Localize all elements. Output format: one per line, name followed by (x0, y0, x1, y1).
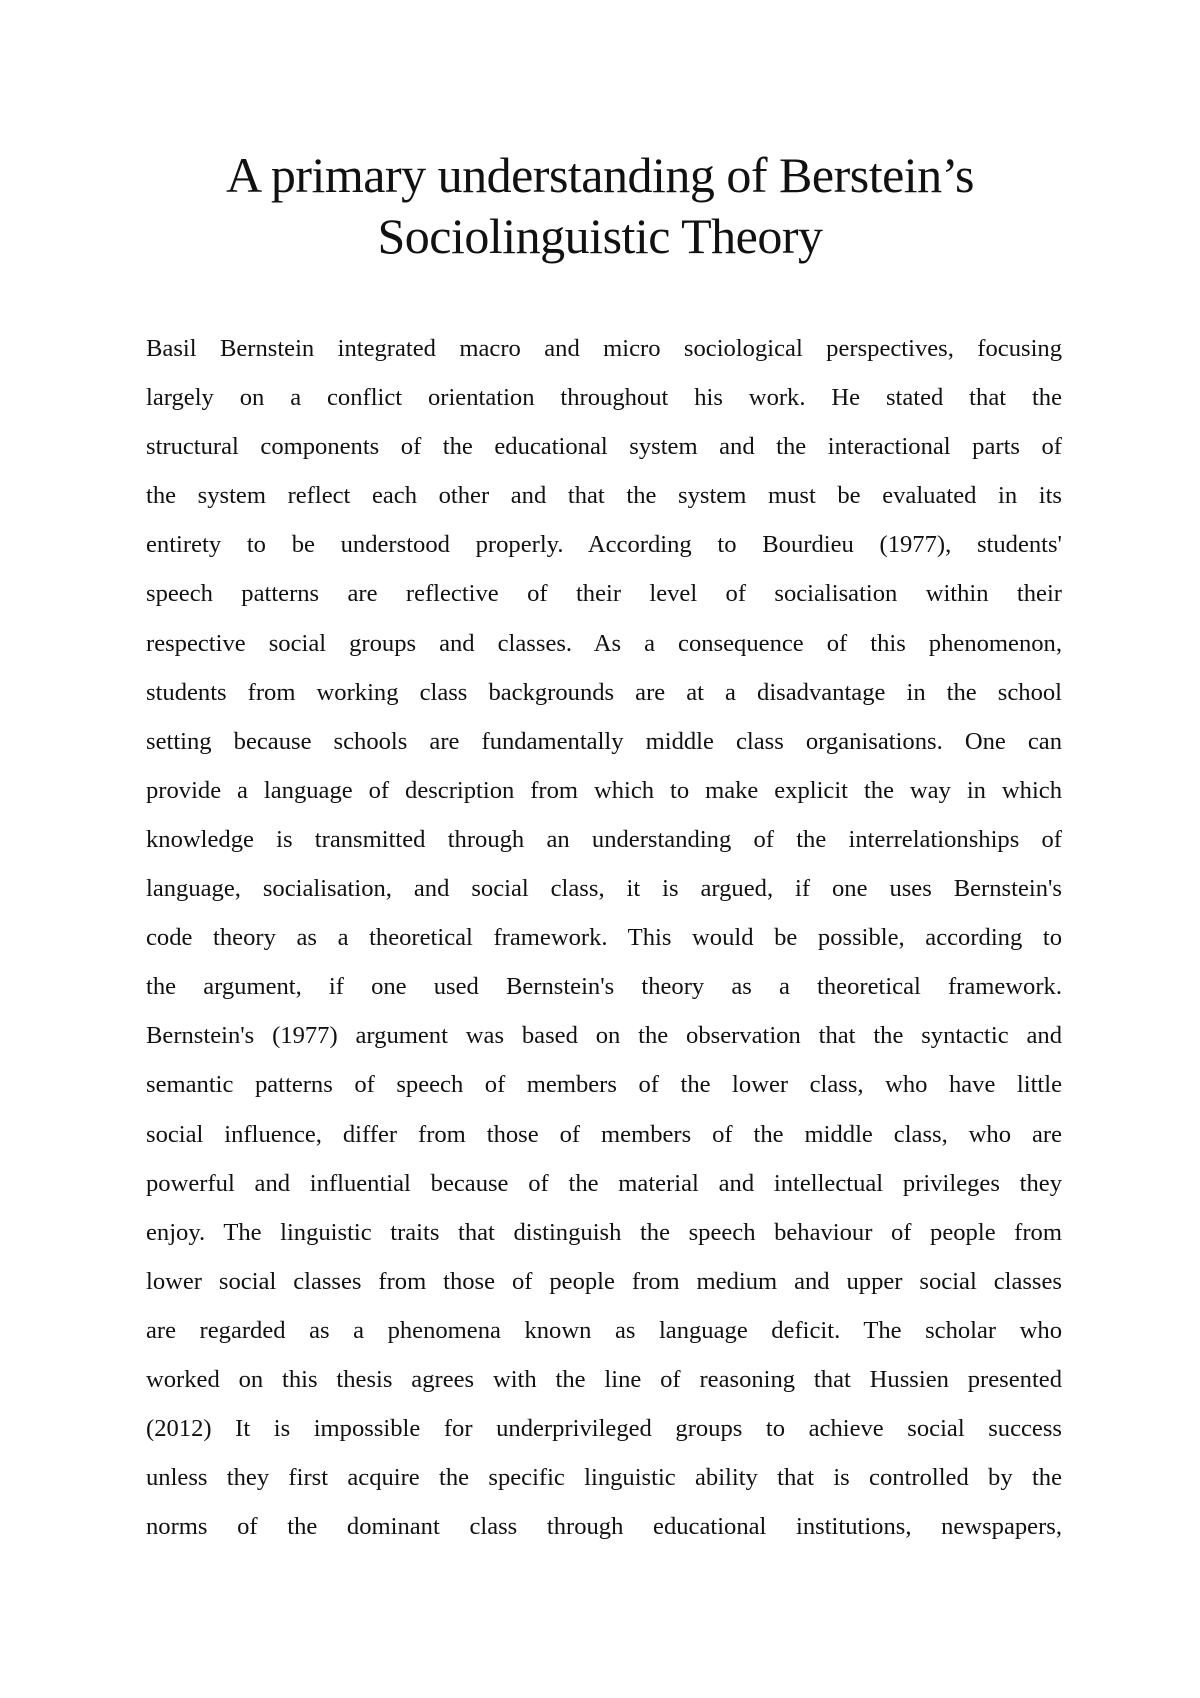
body-line: Basil Bernstein integrated macro and micro sociological perspectives, focusing (146, 335, 1062, 362)
body-line: knowledge is transmitted through an understanding of the interrelationships of (146, 825, 1062, 853)
body-line: the argument, if one used Bernstein's theory as a theoretical framework. (146, 973, 1062, 1001)
body-line: structural components of the educational system and the interactional parts of (146, 433, 1062, 461)
body-line: setting because schools are fundamentally middle class organisations. One can (146, 727, 1062, 755)
body-line: respective social groups and classes. As a consequence of this phenomenon, (146, 629, 1062, 657)
body-line: largely on a conflict orientation throughout his work. He stated that the (146, 384, 1062, 412)
body-line: unless they first acquire the specific linguistic ability that is controlled by the (146, 1464, 1062, 1492)
body-line: powerful and influential because of the material and intellectual privileges they (146, 1169, 1062, 1197)
body-line: entirety to be understood properly. According to Bourdieu (1977), students' (146, 531, 1062, 559)
title-line: A primary understanding of Berstein’s (225, 147, 975, 203)
body-line: norms of the dominant class through educational institutions, newspapers, (146, 1513, 1062, 1541)
title-line: Sociolinguistic Theory (377, 208, 823, 264)
body-line: enjoy. The linguistic traits that distinguish the speech behaviour of people from (146, 1218, 1062, 1246)
body-line: speech patterns are reflective of their level of socialisation within their (146, 580, 1062, 608)
document-title (100, 145, 1100, 267)
body-line: provide a language of description from which to make explicit the way in which (146, 776, 1062, 804)
body-line: lower social classes from those of people from medium and upper social classes (146, 1267, 1062, 1295)
body-line: students from working class backgrounds are at a disadvantage in the school (146, 678, 1062, 706)
body-line: the system reflect each other and that the system must be evaluated in its (146, 482, 1062, 510)
body-paragraph (146, 324, 1062, 1551)
body-line: social influence, differ from those of members of the middle class, who are (146, 1120, 1062, 1148)
body-line: are regarded as a phenomena known as language deficit. The scholar who (146, 1316, 1062, 1344)
body-line: worked on this thesis agrees with the line of reasoning that Hussien presented (146, 1365, 1062, 1393)
body-line: Bernstein's (1977) argument was based on the observation that the syntactic and (146, 1022, 1062, 1050)
body-line: language, socialisation, and social class, it is argued, if one uses Bernstein's (146, 875, 1062, 903)
body-line: (2012) It is impossible for underprivileged groups to achieve social success (146, 1415, 1062, 1443)
body-line: semantic patterns of speech of members of the lower class, who have little (146, 1071, 1062, 1099)
body-line: code theory as a theoretical framework. This would be possible, according to (146, 924, 1062, 952)
